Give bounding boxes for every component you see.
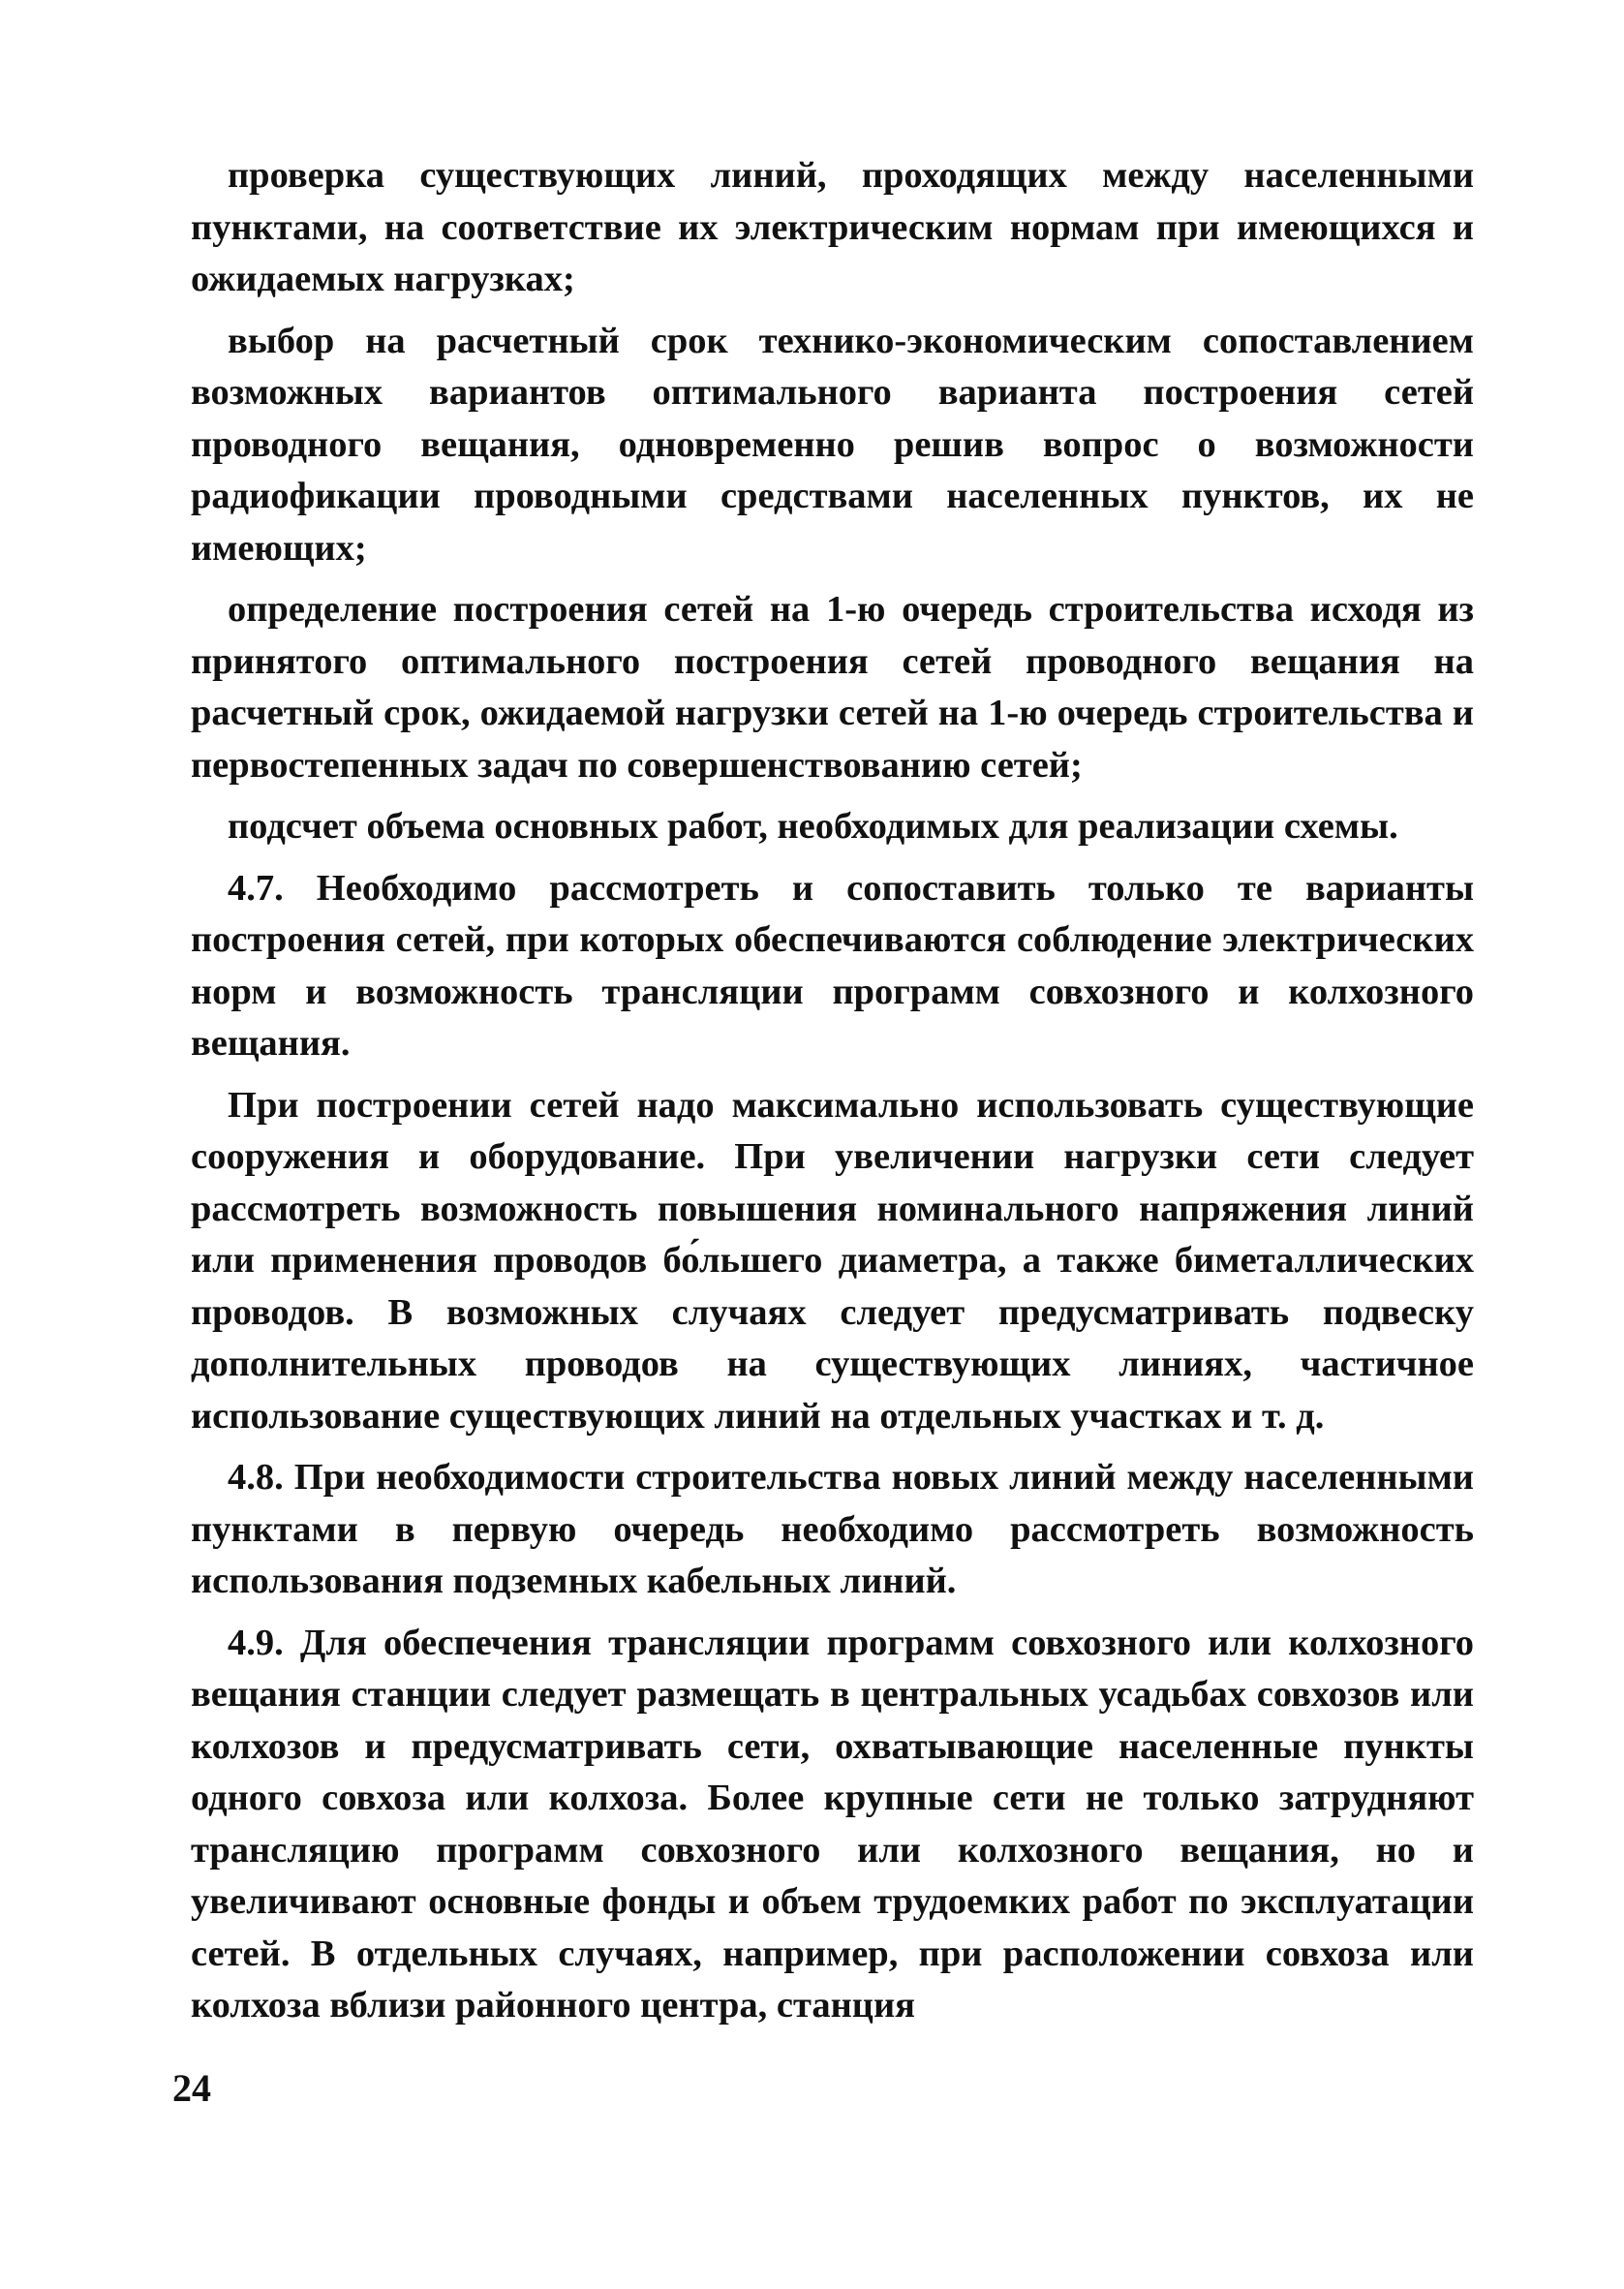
paragraph-existing-lines-check xyxy=(191,150,1474,306)
page-number: 24 xyxy=(172,2066,211,2110)
section-number: 4.8. xyxy=(228,1457,284,1498)
paragraph-work-volume xyxy=(191,801,1474,853)
paragraph-text: При построении сетей надо максимально использовать существующие сооружения и оборудование. При увеличении нагрузки сети следует рассмотреть возможность повышения номинального напряжения линий или применения проводов бо́льшего диаметра, а также биметаллических проводов. В возможных случаях следует предусматривать подвеску дополнительных проводов на существующих линиях, частичное использование существующих линий на отдельных участках и т. д. xyxy=(191,1084,1474,1437)
section-number: 4.7. xyxy=(228,867,284,909)
paragraph-first-stage-definition xyxy=(191,584,1474,791)
paragraph-section-4-9 xyxy=(191,1618,1474,2032)
section-number: 4.9. xyxy=(228,1622,284,1663)
paragraph-text: выбор на расчетный срок технико-экономическим сопоставлением возможных вариантов оптимального варианта построения сетей проводного вещания, одновременно решив вопрос о возможности радиофикации проводными средствами населенных пунктов, их не имеющих; xyxy=(191,320,1474,569)
paragraph-existing-structures xyxy=(191,1080,1474,1443)
paragraph-section-4-8 xyxy=(191,1452,1474,1608)
paragraph-text: определение построения сетей на 1-ю очередь строительства исходя из принятого оптимального построения сетей проводного вещания на расчетный срок, ожидаемой нагрузки сетей на 1-ю очередь строительства и первостепенных задач по совершенствованию сетей; xyxy=(191,589,1474,786)
paragraph-text: При необходимости строительства новых линий между населенными пунктами в первую очередь необходимо рассмотреть возможность использования подземных кабельных линий. xyxy=(191,1457,1474,1601)
paragraph-text: проверка существующих линий, проходящих между населенными пунктами, на соответствие их электрическим нормам при имеющихся и ожидаемых нагрузках; xyxy=(191,155,1474,299)
document-page xyxy=(191,150,1474,2042)
paragraph-text: подсчет объема основных работ, необходимых для реализации схемы. xyxy=(228,806,1398,847)
paragraph-text: Для обеспечения трансляции программ совхозного или колхозного вещания станции следует размещать в центральных усадьбах совхозов или колхозов и предусматривать сети, охватывающие населенные пункты одного совхоза или колхоза. Более крупные сети не только затрудняют трансляцию программ совхозного или колхозного вещания, но и увеличивают основные фонды и объем трудоемких работ по эксплуатации сетей. В отдельных случаях, например, при расположении совхоза или колхоза вблизи районного центра, станция xyxy=(191,1622,1474,2026)
paragraph-text: Необходимо рассмотреть и сопоставить только те варианты построения сетей, при которых обеспечиваются соблюдение электрических норм и возможность трансляции программ совхозного и колхозного вещания. xyxy=(191,867,1474,1064)
paragraph-variant-selection xyxy=(191,316,1474,575)
paragraph-section-4-7 xyxy=(191,863,1474,1070)
